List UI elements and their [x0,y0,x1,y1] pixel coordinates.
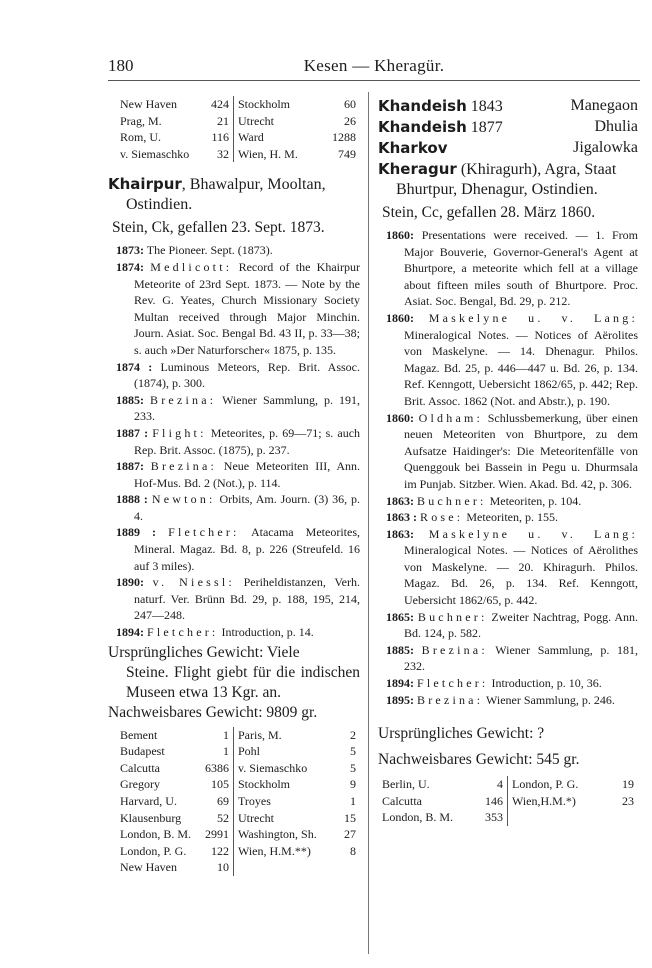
kheragur-heading [378,159,638,200]
reference-list [378,227,638,708]
reference-author: Fletcher: [417,676,489,691]
collection-row [382,776,503,793]
meteorite-year: 1877 [470,119,503,136]
collection-column-left [108,727,234,876]
collection-row [238,826,356,843]
reference-text: Presentations were received. — 1. From Major Bouverie, Governor-General's Agent at Bhurtpore, a meteorite which fell at a village about fifteen miles south of Bhurtpore. Proc. Asiat. Soc. Bengal, Bd. 29, p. 212. [404,228,639,309]
reference-author: Maskelyne u. v. Lang: [428,310,638,325]
reference-author: Brezina: [150,459,218,474]
reference-author: Maskelyne u. v. Lang: [428,526,638,541]
reference-author: Fletcher: [147,625,219,640]
collection-name: New Haven [120,97,177,111]
collection-weight: 10 [217,860,229,875]
collection-row [382,793,503,810]
column-divider [368,92,369,954]
collection-weight: 27 [344,827,356,842]
reference-entry [378,526,638,609]
collection-name: Harvard, U. [120,794,177,808]
fall-info: Stein, Ck, gefallen 23. Sept. 1873. [112,219,325,237]
reference-text: Atacama Meteorites, Mineral. Magaz. Bd. 8, p. 226 (Streufeld. 16 auf 3 miles). [134,525,360,573]
collection-name: Bement [120,727,158,742]
reference-year: 1887: [116,459,144,474]
collection-row [238,96,356,113]
collection-row [382,809,503,826]
reference-text: Introduction, p. 14. [221,625,314,640]
reference-text: Record of the Khairpur Meteorite of 23rd Sept. 1873. — Note by the Rev. G. Yeates, Church Missionary Society Multan received through Major Minchin. Journ. Asiat. Soc. Bengal Bd. 43 II, p. 33—38; s. auch »Der Naturforscher« 1875, p. 135. [134,259,361,357]
collection-weight: 32 [217,146,229,161]
collection-weight: 1 [223,744,229,759]
collection-name: v. Siemaschko [238,760,308,775]
original-weight-cont: Steine. Flight giebt für die indischen Museen etwa 13 Kgr. an. [126,663,360,701]
collection-weight: 1288 [332,130,356,145]
reference-author: Brezina: [150,392,217,407]
reference-entry [108,574,360,624]
collection-row [120,129,229,146]
verified-weight: Nachweisbares Gewicht: 9809 gr. [108,703,318,721]
original-weight [108,643,360,703]
collection-weight: 105 [211,777,229,792]
collection-name: London, B. M. [120,827,192,842]
reference-entry [108,392,360,425]
entry-location: , Bhawalpur, Mooltan, [181,176,326,194]
fall-info: Stein, Cc, gefallen 28. März 1860. [382,204,596,221]
collection-name: Budapest [120,744,165,759]
cross-reference [378,117,638,138]
collection-weight: 2991 [205,827,229,842]
reference-entry [378,692,638,709]
reference-text: The Pioneer. Sept. (1873). [146,243,273,258]
reference-author: Medlicott: [150,259,233,274]
reference-author: Buchner: [417,493,487,508]
reference-entry [108,524,360,574]
meteorite-name: Khandeish [378,118,467,136]
reference-text: Zweiter Nachtrag, Pogg. Ann. Bd. 124, p. 582. [404,609,639,641]
meteorite-year: 1843 [470,98,503,115]
cross-reference-name [378,96,503,117]
collection-column-right [234,727,360,876]
reference-year: 1885: [386,642,414,657]
reference-year: 1865: [386,609,414,624]
collection-weight: 6386 [205,760,229,775]
collection-name: Berlin, U. [382,777,430,792]
collection-row [120,776,229,793]
collection-row [238,743,356,760]
reference-author: Brezina: [417,692,484,707]
reference-entry [108,242,360,259]
cross-reference [378,138,638,159]
collection-weight: 1 [223,727,229,742]
collection-row [512,793,634,810]
collection-row [120,760,229,777]
reference-year: 1860: [386,228,414,242]
collection-row [238,793,356,810]
collection-weight: 5 [350,760,356,775]
khairpur-collection-table [108,727,360,876]
reference-author: Flight: [152,425,207,440]
collection-row [120,810,229,827]
collection-name: Paris, M. [238,727,282,742]
collection-column-right [508,776,638,826]
cross-reference [378,96,638,117]
top-collection-table [108,96,360,162]
verified-weight: Nachweisbares Gewicht: 545 gr. [378,751,580,769]
collection-name: London, P. G. [120,843,187,858]
reference-entry [108,359,360,392]
reference-year: 1888 : [116,492,148,507]
original-weight: Ursprüngliches Gewicht: ? [378,725,545,743]
collection-row [120,843,229,860]
reference-year: 1894: [116,625,144,640]
reference-year: 1863 : [386,510,417,525]
cross-reference-list [378,96,638,159]
reference-entry [378,310,638,410]
reference-text: Periheldistanzen, Verh. naturf. Ver. Brünn Bd. 29, p. 188, 195, 214, 247—248. [134,575,360,623]
collection-row [238,113,356,130]
reference-text: Neue Meteoriten III, Ann. Hof-Mus. Bd. 2 (Not.), p. 114. [134,459,361,490]
collection-column-left [378,776,508,826]
reference-entry [378,609,638,642]
collection-weight: 26 [344,113,356,128]
collection-row [120,793,229,810]
reference-text: Wiener Sammlung, p. 191, 233. [134,392,360,424]
collection-weight: 2 [350,727,356,742]
collection-row [120,727,229,744]
reference-entry [108,624,360,641]
collection-weight: 1 [350,794,356,808]
reference-entry [378,493,638,510]
khairpur-heading [108,174,360,215]
reference-entry [108,259,360,359]
collection-name: Prag, M. [120,113,162,128]
collection-weight: 353 [485,810,503,825]
collection-row [120,826,229,843]
collection-name: Washington, Sh. [238,827,317,842]
reference-year: 1863: [386,493,414,508]
collection-name: Ward [238,130,264,145]
see-reference: Jigalowka [573,139,638,156]
reference-author: Buchner: [417,609,488,624]
left-column [108,96,360,876]
collection-row [238,727,356,744]
reference-entry [378,227,638,310]
reference-entry [378,509,638,526]
collection-name: Stockholm [238,97,291,111]
collection-name: v. Siemaschko [120,146,190,161]
entry-location-cont: Ostindien. [126,196,193,214]
reference-text: Meteoriten, p. 155. [466,510,558,525]
reference-author: v. Niessl: [152,575,235,590]
collection-weight: 23 [622,793,634,808]
collection-name: Rom, U. [120,130,162,145]
entry-name: Kheragur [378,160,457,178]
running-title: Kesen — Kheragür. [303,56,445,75]
collection-weight: 116 [211,130,229,145]
collection-row [238,129,356,146]
collection-weight: 60 [344,97,356,111]
collection-weight: 19 [622,777,634,792]
original-weight-first: Ursprüngliches Gewicht: Viele [108,643,300,661]
collection-weight: 69 [217,794,229,808]
collection-name: London, P. G. [512,777,579,792]
collection-row [512,776,634,793]
collection-weight: 21 [217,113,229,128]
entry-location-cont: Bhurtpur, Dhenagur, Ostindien. [396,181,598,198]
collection-name: Stockholm [238,777,291,792]
page-header [108,54,640,81]
reference-text: Mineralogical Notes. — Notices of Aërolites von Maskelyne. — 14. Dhenagur. Philos. Magaz. Bd. 25, p. 446—447 u. Bd. 26, p. 134. Ref. Kenngott, Uebersicht 1862/65, p. 442; Rep. Brit. Assoc. 1862 (Not. and Abstr.), p. 190. [404,327,638,408]
reference-entry [378,675,638,692]
right-column [378,96,638,826]
collection-weight: 424 [211,97,229,111]
reference-entry [378,410,638,493]
collection-name: New Haven [120,860,177,875]
collection-weight: 15 [344,810,356,825]
reference-author: Fletcher: [168,525,240,540]
reference-author: Rose: [420,510,464,525]
reference-year: 1860: [386,410,414,425]
collection-weight: 122 [211,843,229,858]
collection-row [238,843,356,860]
collection-name: Wien, H. M. [238,146,298,161]
collection-weight: 146 [485,793,503,808]
collection-name: Pohl [238,744,261,759]
collection-row [238,146,356,163]
reference-year: 1890: [116,575,144,590]
collection-name: Klausenburg [120,810,182,825]
entry-name: Khairpur [108,175,182,194]
collection-row [120,113,229,130]
collection-row [238,810,356,827]
reference-text: Meteoriten, p. 104. [489,493,582,508]
reference-year: 1885: [116,392,144,407]
meteorite-name: Khandeish [378,97,467,115]
reference-year: 1889 : [116,525,157,540]
collection-name: Gregory [120,777,160,792]
collection-name: Calcutta [382,793,422,808]
see-reference: Dhulia [594,118,638,135]
cross-reference-name [378,117,503,138]
see-reference: Manegaon [570,97,638,114]
reference-text: Meteorites, p. 69—71; s. auch Rep. Brit. Assoc. (1875), p. 237. [134,425,361,457]
cross-reference-name [378,138,447,159]
reference-year: 1895: [386,692,414,707]
reference-year: 1894: [386,676,414,691]
collection-name: Wien, H.M.**) [238,843,311,858]
reference-year: 1874: [116,259,144,274]
reference-entry [108,425,360,458]
collection-row [120,96,229,113]
reference-list [108,242,360,640]
collection-name: Calcutta [120,760,160,775]
collection-column-left [108,96,234,162]
reference-text: Orbits, Am. Journ. (3) 36, p. 4. [134,492,361,523]
collection-weight: 9 [350,777,356,792]
collection-name: Utrecht [238,810,274,825]
kheragur-collection-table [378,776,638,826]
reference-author: Newton: [151,492,216,507]
meteorite-name: Kharkov [378,139,448,157]
collection-weight: 8 [350,843,356,858]
reference-author: Oldham: [418,410,484,425]
page-number: 180 [108,56,134,75]
reference-text: Mineralogical Notes. — Notices of Aërolithes von Maskelyne. — 20. Khiragurh. Philos. Magaz. Bd. 26, p. 134. Ref. Kenngott, Uebersicht 1862/65, p. 442. [404,543,638,608]
collection-row [120,859,229,876]
reference-year: 1874 : [116,359,153,374]
collection-weight: 4 [497,777,503,792]
collection-row [238,776,356,793]
collection-column-right [234,96,360,162]
reference-entry [378,642,638,675]
collection-weight: 52 [217,810,229,825]
collection-name: Troyes [238,794,271,808]
reference-text: Wiener Sammlung, p. 181, 232. [404,642,638,674]
reference-year: 1873: [116,243,144,258]
reference-text: Schlussbemerkung, über einen neuen Meteoriten von Bhurtpore, zu dem Aufsatze Haidinger's: Die Meteoritenfälle von Quenggouk bei Bassein in Pegu u. Dhurmsala im Punjab. Sitzber. Wien. Akad. Bd. 42, p. 306. [404,410,638,491]
collection-name: Utrecht [238,113,274,128]
collection-row [238,760,356,777]
reference-entry [108,458,360,491]
reference-entry [108,491,360,524]
collection-weight: 5 [350,744,356,759]
reference-year: 1860: [386,310,414,325]
collection-row [120,743,229,760]
reference-year: 1863: [386,526,414,541]
reference-text: Luminous Meteors, Rep. Brit. Assoc. (1874), p. 300. [134,359,360,391]
reference-author: Brezina: [421,642,488,657]
reference-text: Wiener Sammlung, p. 246. [486,692,615,707]
entry-location: (Khiragurh), Agra, Staat [460,161,617,178]
collection-name: London, B. M. [382,810,454,825]
reference-year: 1887 : [116,425,149,440]
collection-row [120,146,229,163]
collection-name: Wien,H.M.*) [512,793,576,808]
collection-weight: 749 [338,146,356,161]
reference-text: Introduction, p. 10, 36. [491,676,602,691]
